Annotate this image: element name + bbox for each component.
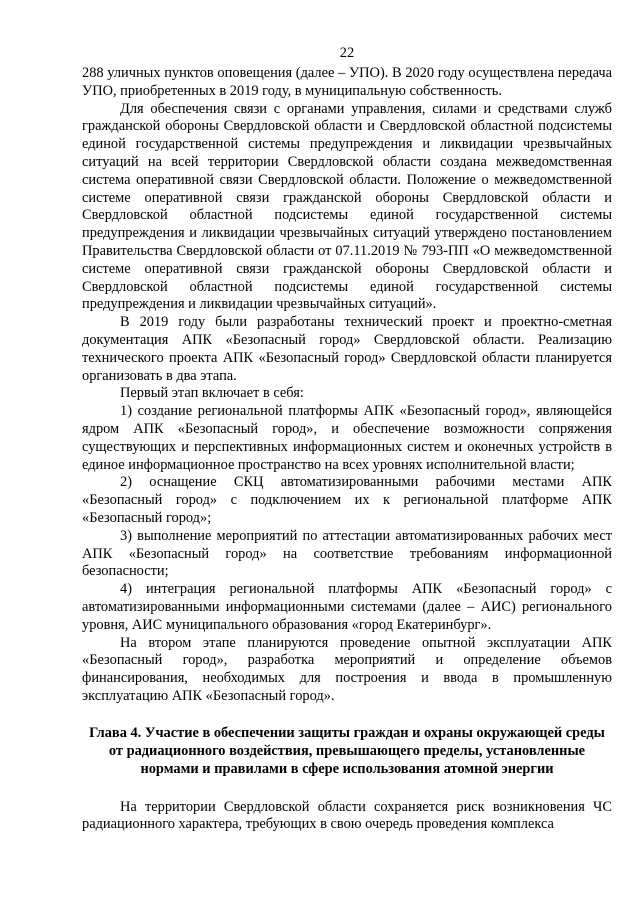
list-item-4: 4) интеграция региональной платформы АПК «Безопасный город» с автоматизированными информационными системами (далее – АИС) регионального уровня, АИС муниципального образования «город Екатеринбург». — [82, 581, 612, 633]
paragraph-notification-points: 288 уличных пунктов оповещения (далее – УПО). В 2020 году осуществлена передача УПО, приобретенных в 2019 году, в муниципальную собственность. — [82, 65, 612, 99]
paragraph-communication-system: Для обеспечения связи с органами управления, силами и средствами служб гражданской обороны Свердловской области и Свердловской областной подсистемы единой государственной системы предупреждения и ликвидации чрезвычайных ситуаций на всей территории Свердловской области создана межведомственная система оперативной связи Свердловской области. Положение о межведомственной системе оперативной связи гражданской обороны Свердловской области и Свердловской областной подсистемы единой государственной системы предупреждения и ликвидации чрезвычайных ситуаций утверждено постановлением Правительства Свердловской области от 07.11.2019 № 793-ПП «О межведомственной системе оперативной связи гражданской обороны Свердловской области и Свердловской областной подсистемы единой государственной системы предупреждения и ликвидации чрезвычайных ситуаций». — [82, 100, 612, 313]
paragraph-first-stage-intro: Первый этап включает в себя: — [120, 385, 304, 402]
list-item-1: 1) создание региональной платформы АПК «Безопасный город», являющейся ядром АПК «Безопасный город», и обеспечение возможности сопряжения существующих и перспективных информационных систем и оконечных устройств в единое информационное пространство на всех уровнях исполнительной власти; — [82, 403, 612, 473]
paragraph-second-stage: На втором этапе планируются проведение опытной эксплуатации АПК «Безопасный город», разработка мероприятий и определение объемов финансирования, необходимых для построения и ввода в промышленную эксплуатацию АПК «Безопасный город». — [82, 634, 612, 704]
list-item-3: 3) выполнение мероприятий по аттестации автоматизированных рабочих мест АПК «Безопасный город» на соответствие требованиям информационной безопасности; — [82, 527, 612, 580]
paragraph-radiation-risk: На территории Свердловской области сохраняется риск возникновения ЧС радиационного характера, требующих в свою очередь проведения комплекса — [82, 798, 612, 833]
list-item-2: 2) оснащение СКЦ автоматизированными рабочими местами АПК «Безопасный город» с подключением их к региональной платформе АПК «Безопасный город»; — [82, 474, 612, 526]
document-page — [82, 45, 612, 834]
chapter-heading: Глава 4. Участие в обеспечении защиты граждан и охраны окружающей среды от радиационного воздействия, превышающего пределы, установленные нормами и правилами в сфере использования атомной энергии — [89, 724, 605, 777]
page-number: 22 — [339, 45, 355, 61]
paragraph-safe-city-project: В 2019 году были разработаны технический проект и проектно-сметная документация АПК «Безопасный город» Свердловской области. Реализацию технического проекта АПК «Безопасный город» Свердловской области планируется организовать в два этапа. — [82, 314, 612, 384]
